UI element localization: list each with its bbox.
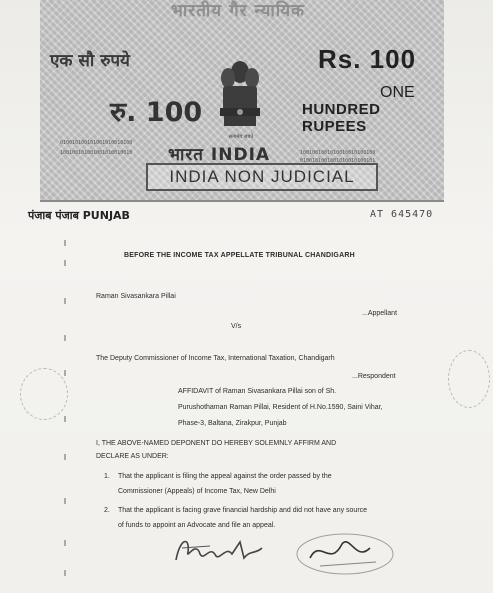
stamp-value-hindi: रु. 100 bbox=[110, 97, 203, 128]
state-label: पंजाब पंजाब PUNJAB bbox=[28, 209, 130, 222]
emblem-caption: सत्यमेव जयते bbox=[228, 134, 254, 140]
item-2-line-2: of funds to appoint an Advocate and file an appeal. bbox=[118, 522, 276, 529]
deponent-signature bbox=[170, 530, 280, 570]
stamp-top-hindi-text: भारतीय गैर न्यायिक bbox=[170, 1, 306, 21]
respondent-name: The Deputy Commissioner of Income Tax, International Taxation, Chandigarh bbox=[96, 355, 335, 362]
microtext-right: 1001001001010010010100100 bbox=[300, 150, 376, 156]
versus-label: V/s bbox=[231, 323, 242, 330]
item-1-line-2: Commissioner (Appeals) of Income Tax, New Delhi bbox=[118, 488, 276, 495]
item-2-number: 2. bbox=[104, 507, 110, 514]
item-1-number: 1. bbox=[104, 473, 110, 480]
microtext-left: 010010100101001010010100 bbox=[60, 140, 133, 146]
document-title: BEFORE THE INCOME TAX APPELLATE TRIBUNAL CHANDIGARH bbox=[124, 252, 355, 259]
microtext-left-2: 100100101001001010010010 bbox=[60, 150, 133, 156]
appellant-name: Raman Sivasankara Pillai bbox=[96, 293, 176, 300]
stamp-value-english: Rs. 100 bbox=[318, 44, 417, 74]
respondent-role: ...Respondent bbox=[352, 373, 396, 380]
stamp-non-judicial-label: INDIA NON JUDICIAL bbox=[146, 163, 378, 191]
item-1-line-1: That the applicant is filing the appeal against the order passed by the bbox=[118, 473, 332, 480]
affidavit-line-1: AFFIDAVIT of Raman Sivasankara Pillai son of Sh. bbox=[178, 388, 337, 395]
appellant-role: ...Appellant bbox=[362, 310, 398, 317]
declaration-line-2: DECLARE AS UNDER: bbox=[96, 453, 169, 460]
faint-seal-right bbox=[448, 350, 490, 408]
declaration-line-1: I, THE ABOVE-NAMED DEPONENT DO HEREBY SOLEMNLY AFFIRM AND bbox=[96, 440, 337, 447]
margin-punch-marks bbox=[64, 240, 68, 580]
national-emblem-icon bbox=[214, 56, 266, 136]
stamp-hundred-rupees-label: HUNDRED RUPEES bbox=[302, 101, 381, 135]
stamp-india-label: भारत INDIA bbox=[168, 145, 271, 165]
stamp-hindi-amount: एक सौ रुपये bbox=[50, 51, 130, 71]
stamp-one-label: ONE bbox=[380, 84, 415, 101]
stamp-banner bbox=[40, 0, 444, 202]
affidavit-line-3: Phase-3, Baltana, Zirakpur, Punjab bbox=[178, 420, 287, 427]
notary-stamp-mark bbox=[290, 528, 400, 578]
item-2-line-1: That the applicant is facing grave financial hardship and did not have any source bbox=[118, 507, 368, 514]
affidavit-line-2: Purushothaman Raman Pillai, Resident of H.No.1590, Saini Vihar, bbox=[178, 404, 383, 411]
microtext-right-2: 0100101001001010010100101 bbox=[300, 158, 376, 164]
stamp-serial-number: AT 645470 bbox=[370, 209, 434, 220]
faint-seal-left bbox=[20, 368, 68, 420]
